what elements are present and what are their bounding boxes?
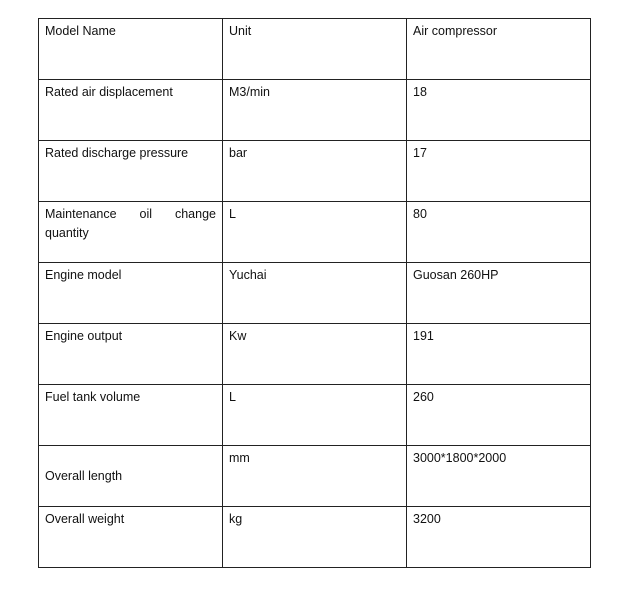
unit-label: Kw: [229, 329, 247, 343]
unit-cell: [223, 385, 407, 446]
table-row: [39, 324, 591, 385]
param-cell: [39, 80, 223, 141]
param-label: Rated air displacement: [45, 85, 173, 99]
param-cell: [39, 507, 223, 568]
value-cell: [407, 446, 591, 507]
value-label: 80: [413, 207, 427, 221]
value-label: Guosan 260HP: [413, 268, 499, 282]
table-row: [39, 385, 591, 446]
value-label: 3200: [413, 512, 441, 526]
table-row: [39, 263, 591, 324]
value-cell: [407, 141, 591, 202]
unit-cell: [223, 263, 407, 324]
unit-label: kg: [229, 512, 243, 526]
value-label: 191: [413, 329, 434, 343]
unit-cell: [223, 80, 407, 141]
header-label: Model Name: [45, 24, 116, 38]
value-cell: [407, 80, 591, 141]
value-cell: [407, 324, 591, 385]
param-label: Engine model: [45, 268, 122, 282]
param-cell: [39, 141, 223, 202]
spec-table: [38, 18, 591, 568]
header-cell-model-name: [39, 19, 223, 80]
header-label: Air compressor: [413, 24, 498, 38]
value-label: 17: [413, 146, 427, 160]
unit-cell: [223, 446, 407, 507]
unit-label: M3/min: [229, 85, 270, 99]
param-label: Maintenance oil change quantity: [45, 207, 216, 240]
unit-cell: [223, 141, 407, 202]
param-cell: [39, 202, 223, 263]
unit-label: L: [229, 390, 236, 404]
param-cell: [39, 385, 223, 446]
param-label: Rated discharge pressure: [45, 146, 189, 160]
param-cell: [39, 324, 223, 385]
table-row: [39, 80, 591, 141]
table-row: [39, 507, 591, 568]
param-cell: [39, 263, 223, 324]
param-label: Fuel tank volume: [45, 390, 141, 404]
value-cell: [407, 507, 591, 568]
unit-label: mm: [229, 451, 250, 465]
unit-cell: [223, 507, 407, 568]
param-cell: [39, 446, 223, 507]
table-row: [39, 446, 591, 507]
value-cell: [407, 202, 591, 263]
param-label: Engine output: [45, 329, 123, 343]
header-cell-air-compressor: [407, 19, 591, 80]
param-label: Overall weight: [45, 512, 125, 526]
unit-label: Yuchai: [229, 268, 267, 282]
unit-cell: [223, 324, 407, 385]
table-row: [39, 202, 591, 263]
value-label: 260: [413, 390, 434, 404]
table-header-row: [39, 19, 591, 80]
param-label: Overall length: [45, 468, 123, 483]
header-label: Unit: [229, 24, 252, 38]
header-cell-unit: [223, 19, 407, 80]
value-label: 18: [413, 85, 427, 99]
unit-label: bar: [229, 146, 248, 160]
value-cell: [407, 263, 591, 324]
value-cell: [407, 385, 591, 446]
table-row: [39, 141, 591, 202]
value-label: 3000*1800*2000: [413, 451, 507, 465]
unit-cell: [223, 202, 407, 263]
unit-label: L: [229, 207, 236, 221]
